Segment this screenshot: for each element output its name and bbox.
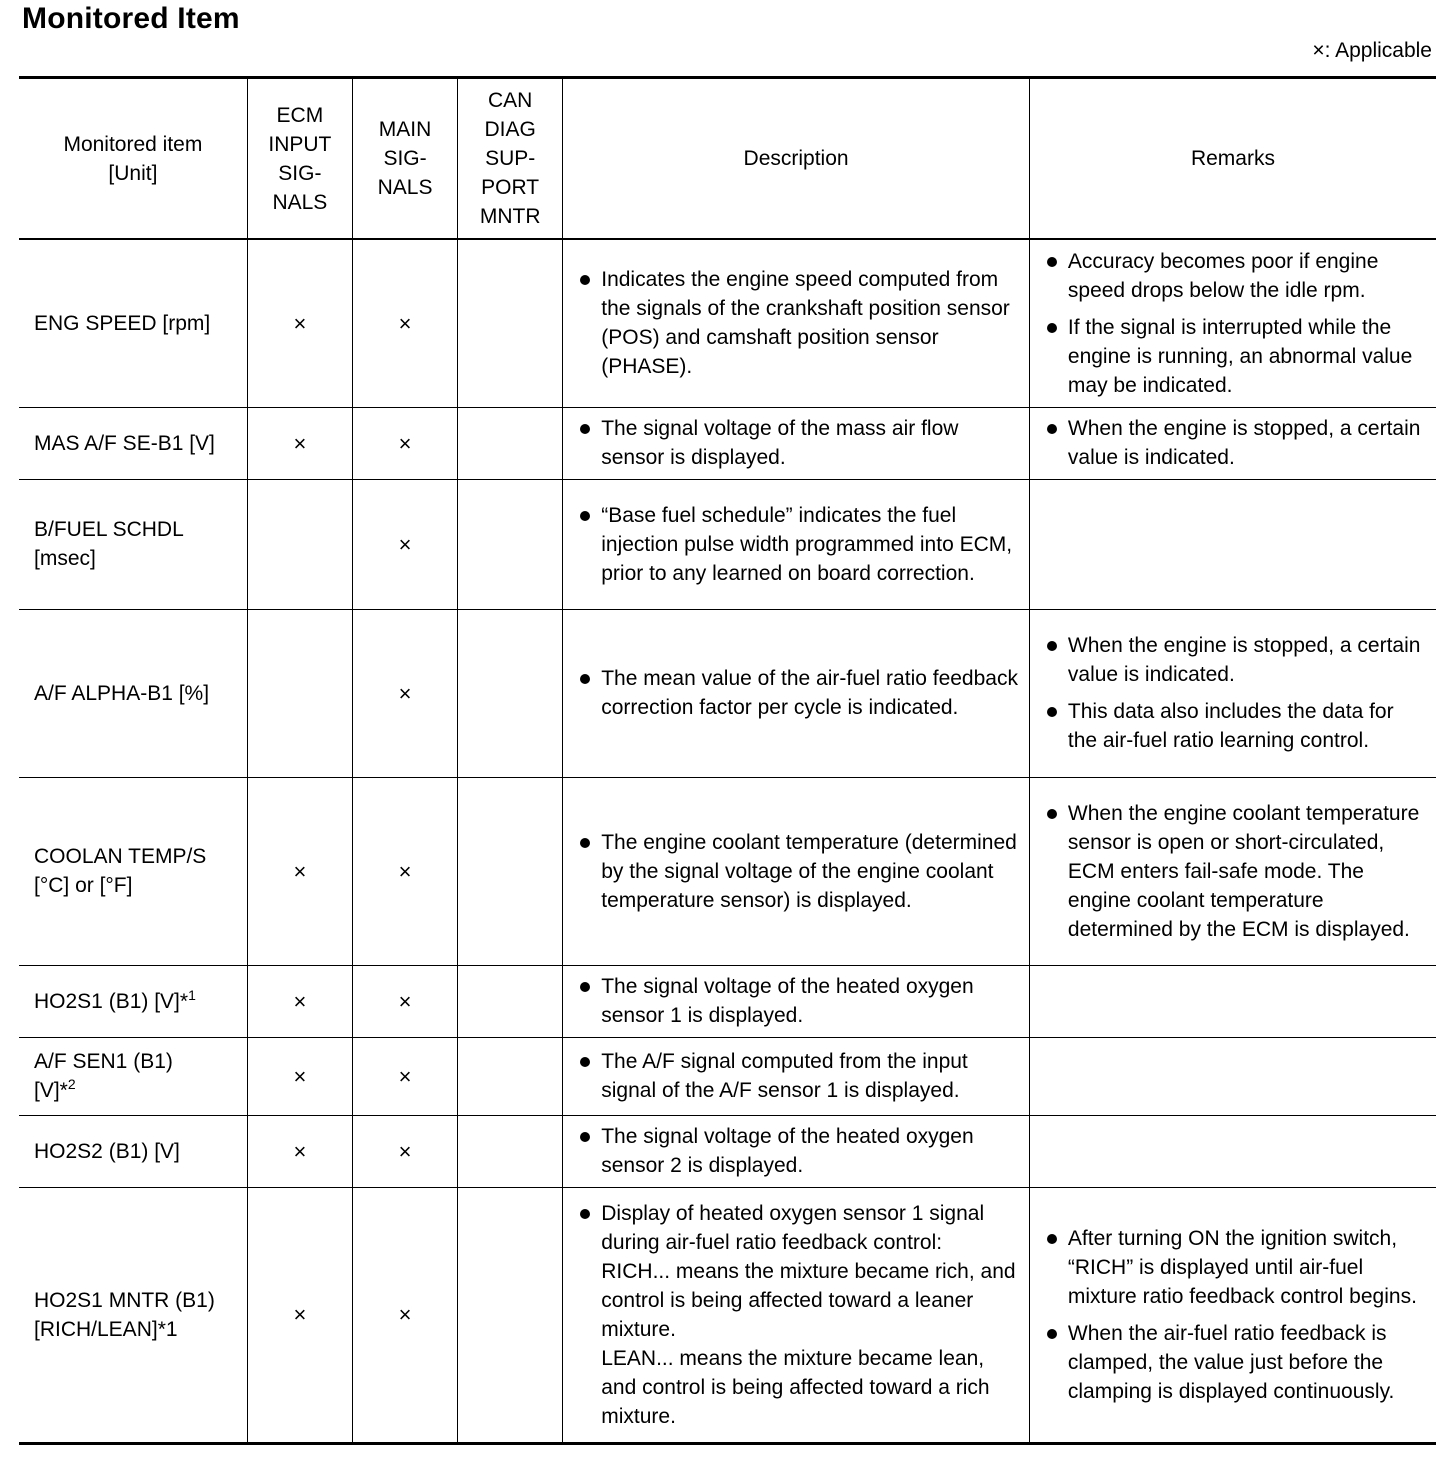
header-description: Description <box>563 78 1030 240</box>
applicable-mark: × <box>398 1302 412 1327</box>
main-signals-cell <box>352 239 457 407</box>
applicable-mark: × <box>398 1063 412 1089</box>
header-main-signals <box>352 78 457 240</box>
header-remarks: Remarks <box>1029 78 1436 240</box>
main-signals-cell <box>352 777 457 965</box>
item-label: [°C] or [°F] <box>34 874 133 897</box>
applicable-mark: × <box>398 430 412 456</box>
can-diag-support-cell <box>458 777 563 965</box>
description-list <box>577 1122 1019 1180</box>
main-signals-cell <box>352 609 457 777</box>
description-cell <box>563 239 1030 407</box>
can-diag-support-cell <box>458 965 563 1037</box>
description-list <box>577 1047 1019 1105</box>
ecm-input-signals-cell <box>247 479 352 609</box>
header-line: DIAG <box>484 118 536 141</box>
remarks-cell <box>1029 1037 1436 1115</box>
can-diag-support-cell <box>458 1037 563 1115</box>
item-label: MAS A/F SE-B1 [V] <box>34 431 215 455</box>
header-line: MAIN <box>378 118 432 141</box>
remarks-cell <box>1029 239 1436 407</box>
item-label: ENG SPEED [rpm] <box>34 311 211 335</box>
remarks-list <box>1044 247 1426 400</box>
applicable-mark: × <box>398 858 412 884</box>
description-cell <box>563 407 1030 479</box>
bullet-item: “Base fuel schedule” indicates the fuel injection pulse width programmed into ECM, prior to any learned on board correction. <box>577 501 1019 588</box>
bullet-item: Accuracy becomes poor if engine speed drops below the idle rpm. <box>1044 247 1426 305</box>
table-row <box>19 239 1436 407</box>
description-list <box>577 265 1019 381</box>
bullet-item: The signal voltage of the heated oxygen sensor 2 is displayed. <box>577 1122 1019 1180</box>
bullet-item: The mean value of the air-fuel ratio feedback correction factor per cycle is indicated. <box>577 664 1019 722</box>
header-line: Monitored item <box>63 132 203 156</box>
applicable-mark: × <box>293 430 307 456</box>
header-can-diag-support-mntr <box>458 78 563 240</box>
applicable-mark: × <box>398 1138 412 1164</box>
ecm-input-signals-cell <box>247 965 352 1037</box>
remarks-cell <box>1029 1115 1436 1187</box>
item-label: B/FUEL SCHDL <box>34 518 184 541</box>
header-line: [Unit] <box>108 161 158 185</box>
description-cell <box>563 1037 1030 1115</box>
description-cell <box>563 777 1030 965</box>
header-line: MNTR <box>479 205 541 228</box>
ecm-input-signals-cell <box>247 407 352 479</box>
remarks-cell <box>1029 609 1436 777</box>
ecm-input-signals-cell <box>247 1037 352 1115</box>
ecm-input-signals-cell <box>247 1187 352 1443</box>
applicable-mark: × <box>293 988 307 1014</box>
monitored-item-cell <box>19 479 247 609</box>
remarks-list <box>1044 631 1426 755</box>
header-ecm-input-signals <box>247 78 352 240</box>
can-diag-support-cell <box>458 1187 563 1443</box>
remarks-list <box>1044 414 1426 472</box>
header-row <box>19 78 1436 240</box>
header-line: CAN <box>487 89 533 112</box>
monitored-item-table <box>19 76 1436 1445</box>
bullet-item: After turning ON the ignition switch, “RICH” is displayed until air-fuel mixture ratio feedback control begins. <box>1044 1224 1426 1311</box>
header-line: NALS <box>377 176 433 199</box>
ecm-input-signals-cell <box>247 1115 352 1187</box>
monitored-item-cell <box>19 1037 247 1115</box>
main-signals-cell <box>352 1187 457 1443</box>
description-list <box>577 828 1019 915</box>
description-cell <box>563 965 1030 1037</box>
bullet-item: When the air-fuel ratio feedback is clamped, the value just before the clamping is displayed continuously. <box>1044 1319 1426 1406</box>
table-body <box>19 239 1436 1443</box>
table-row <box>19 609 1436 777</box>
description-list <box>577 972 1019 1030</box>
main-signals-cell <box>352 479 457 609</box>
can-diag-support-cell <box>458 239 563 407</box>
description-cell <box>563 609 1030 777</box>
monitored-item-cell <box>19 609 247 777</box>
applicable-mark: × <box>293 1302 307 1327</box>
bullet-item: The signal voltage of the mass air flow sensor is displayed. <box>577 414 1019 472</box>
applicable-mark: × <box>293 310 307 336</box>
can-diag-support-cell <box>458 609 563 777</box>
bullet-item: When the engine is stopped, a certain value is indicated. <box>1044 414 1426 472</box>
applicable-mark: × <box>398 310 412 336</box>
table-row <box>19 1115 1436 1187</box>
remarks-cell <box>1029 407 1436 479</box>
remarks-list <box>1044 1224 1426 1406</box>
bullet-item: The A/F signal computed from the input signal of the A/F sensor 1 is displayed. <box>577 1047 1019 1105</box>
monitored-item-cell <box>19 407 247 479</box>
applicable-mark: × <box>293 1138 307 1164</box>
bullet-item: The engine coolant temperature (determined by the signal voltage of the engine coolant temperature sensor) is displayed. <box>577 828 1019 915</box>
table-row <box>19 1037 1436 1115</box>
applicable-legend: ×: Applicable <box>1312 39 1432 62</box>
header-line: PORT <box>481 176 540 199</box>
description-cell <box>563 1115 1030 1187</box>
item-label: [V]*$^2$ <box>34 1076 76 1102</box>
monitored-item-cell <box>19 1187 247 1443</box>
bullet-item: Indicates the engine speed computed from the signals of the crankshaft position sensor (POS) and camshaft position sensor (PHASE). <box>577 265 1019 381</box>
bullet-item: The signal voltage of the heated oxygen sensor 1 is displayed. <box>577 972 1019 1030</box>
ecm-input-signals-cell <box>247 777 352 965</box>
can-diag-support-cell <box>458 479 563 609</box>
remarks-list <box>1044 799 1426 944</box>
remarks-cell <box>1029 1187 1436 1443</box>
item-label: HO2S2 (B1) [V] <box>34 1139 180 1163</box>
description-cell <box>563 479 1030 609</box>
monitored-item-cell <box>19 777 247 965</box>
applicable-mark: × <box>398 680 412 706</box>
header-line: NALS <box>272 190 328 214</box>
description-list <box>577 1199 1019 1431</box>
item-label: A/F SEN1 (B1) <box>34 1050 173 1073</box>
applicable-mark: × <box>398 531 412 557</box>
applicable-mark: × <box>293 858 307 884</box>
table-row <box>19 777 1436 965</box>
item-label: [msec] <box>34 547 96 570</box>
ecm-input-signals-cell <box>247 609 352 777</box>
item-label: [RICH/LEAN]*1 <box>34 1317 178 1341</box>
bullet-item: When the engine is stopped, a certain value is indicated. <box>1044 631 1426 689</box>
description-cell <box>563 1187 1030 1443</box>
footnote-ref: 2 <box>67 1076 76 1092</box>
monitored-item-cell <box>19 239 247 407</box>
monitored-item-cell <box>19 965 247 1037</box>
monitored-item-cell <box>19 1115 247 1187</box>
item-label: HO2S1 (B1) [V]*$^1$ <box>34 986 196 1013</box>
main-signals-cell <box>352 407 457 479</box>
header-line: SUP- <box>485 147 536 170</box>
table-row <box>19 407 1436 479</box>
main-signals-cell <box>352 1115 457 1187</box>
item-label: COOLAN TEMP/S <box>34 845 207 868</box>
ecm-input-signals-cell <box>247 239 352 407</box>
header-line: INPUT <box>268 132 332 156</box>
item-label: A/F ALPHA-B1 [%] <box>34 681 210 705</box>
description-list <box>577 414 1019 472</box>
bullet-item: If the signal is interrupted while the engine is running, an abnormal value may be indicated. <box>1044 313 1426 400</box>
page-title: Monitored Item <box>22 2 240 35</box>
table-row <box>19 1187 1436 1443</box>
can-diag-support-cell <box>458 1115 563 1187</box>
bullet-item: This data also includes the data for the air-fuel ratio learning control. <box>1044 697 1426 755</box>
remarks-cell <box>1029 777 1436 965</box>
bullet-item: When the engine coolant temperature sensor is open or short-circulated, ECM enters fail-safe mode. The engine coolant temperature determined by the ECM is displayed. <box>1044 799 1426 944</box>
remarks-cell <box>1029 479 1436 609</box>
applicable-mark: × <box>398 988 412 1014</box>
can-diag-support-cell <box>458 407 563 479</box>
table-row <box>19 965 1436 1037</box>
header-line: ECM <box>276 103 324 127</box>
main-signals-cell <box>352 1037 457 1115</box>
table-row <box>19 479 1436 609</box>
footnote-ref: 1 <box>188 986 196 1003</box>
header-line: SIG- <box>278 161 322 185</box>
applicable-mark: × <box>293 1063 307 1089</box>
header-monitored-item <box>19 78 247 240</box>
bullet-item: Display of heated oxygen sensor 1 signal during air-fuel ratio feedback control: RICH... means the mixture became rich, and control is being affected toward a leaner mixture. LEAN... means the mixture became lean, and control is being affected toward a rich mixture. <box>577 1199 1019 1431</box>
description-list <box>577 501 1019 588</box>
header-line: SIG- <box>383 147 427 170</box>
remarks-cell <box>1029 965 1436 1037</box>
main-signals-cell <box>352 965 457 1037</box>
description-list <box>577 664 1019 722</box>
item-label: HO2S1 MNTR (B1) <box>34 1288 215 1312</box>
